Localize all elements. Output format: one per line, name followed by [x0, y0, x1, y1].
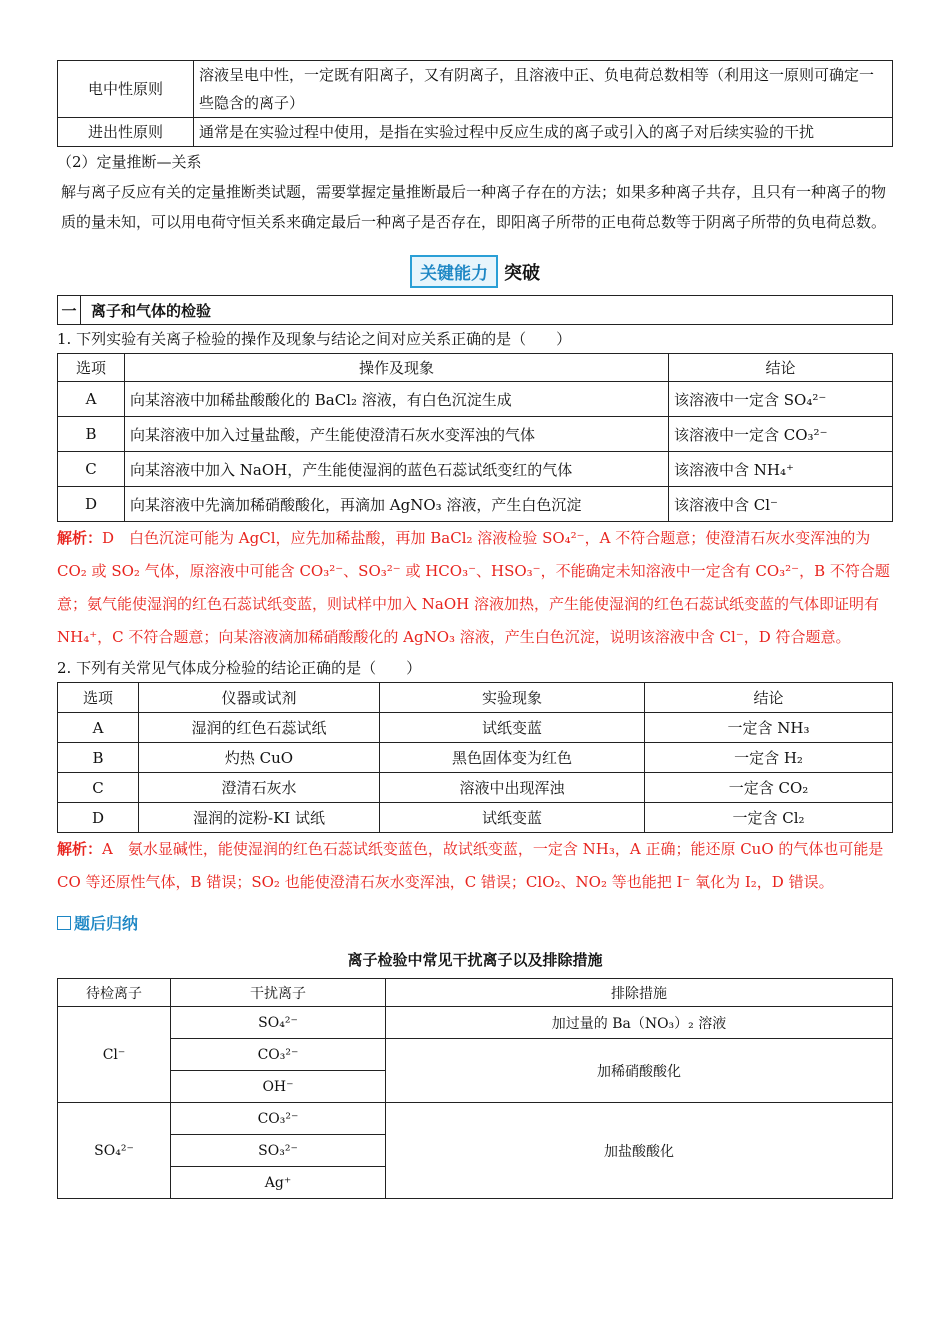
option-cell: C — [58, 773, 139, 803]
table-row — [58, 1103, 893, 1135]
option-cell: B — [58, 743, 139, 773]
conclusion-cell: 该溶液中含 Cl⁻ — [669, 487, 893, 522]
col-header: 操作及现象 — [125, 354, 669, 382]
reagent-cell: 湿润的淀粉-KI 试纸 — [139, 803, 380, 833]
q1-stem: 1. 下列实验有关离子检验的操作及现象与结论之间对应关系正确的是（ ） — [57, 330, 572, 348]
table-row — [58, 452, 893, 487]
option-cell: C — [58, 452, 125, 487]
interfering-ion-cell: Ag⁺ — [171, 1167, 386, 1199]
operation-cell: 向某溶液中加入过量盐酸，产生能使澄清石灰水变浑浊的气体 — [125, 417, 669, 452]
operation-cell: 向某溶液中加稀盐酸酸化的 BaCl₂ 溶液，有白色沉淀生成 — [125, 382, 669, 417]
interfering-ion-cell: CO₃²⁻ — [171, 1039, 386, 1071]
interfering-ion-cell: OH⁻ — [171, 1071, 386, 1103]
principle-text: 通常是在实验过程中使用，是指在实验过程中反应生成的离子或引入的离子对后续实验的干扰 — [194, 118, 893, 147]
table-row — [58, 61, 893, 118]
table-header-row — [58, 979, 893, 1007]
measure-cell: 加盐酸酸化 — [386, 1103, 893, 1199]
q1-analysis — [57, 522, 893, 654]
principle-text: 溶液呈电中性，一定既有阳离子，又有阴离子，且溶液中正、负电荷总数相等（利用这一原则可确定一些隐含的离子） — [194, 61, 893, 118]
interfering-ion-cell: CO₃²⁻ — [171, 1103, 386, 1135]
col-header: 干扰离子 — [171, 979, 386, 1007]
summary-label: 题后归纳 — [74, 914, 139, 933]
q1-table — [57, 353, 893, 522]
col-header: 仪器或试剂 — [139, 683, 380, 713]
banner-box: 关键能力 — [410, 255, 498, 288]
section-header — [57, 295, 893, 325]
quant-heading: （2）定量推断—关系 — [57, 153, 202, 171]
option-cell: D — [58, 487, 125, 522]
option-cell: A — [58, 382, 125, 417]
phenomenon-cell: 黑色固体变为红色 — [380, 743, 645, 773]
table-row — [58, 773, 893, 803]
target-ion-cell: SO₄²⁻ — [58, 1103, 171, 1199]
measure-cell: 加过量的 Ba（NO₃）₂ 溶液 — [386, 1007, 893, 1039]
table-row — [58, 382, 893, 417]
conclusion-cell: 一定含 NH₃ — [645, 713, 893, 743]
option-cell: D — [58, 803, 139, 833]
table-row — [58, 803, 893, 833]
analysis-text: A 氨水显碱性，能使湿润的红色石蕊试纸变蓝色，故试纸变蓝，一定含 NH₃，A 正确；能还原 CuO 的气体也可能是 CO 等还原性气体，B 错误；SO₂ 也能使澄清石灰水变浑浊，C 错误；ClO₂、NO₂ 等也能把 I⁻ 氧化为 I₂，D 错误。 — [57, 840, 884, 891]
conclusion-cell: 一定含 CO₂ — [645, 773, 893, 803]
analysis-tag: 解析： — [57, 529, 103, 547]
col-header: 结论 — [645, 683, 893, 713]
analysis-tag: 解析： — [57, 840, 103, 858]
quant-text: 解与离子反应有关的定量推断类试题，需要掌握定量推断最后一种离子存在的方法；如果多种离子共存，且只有一种离子的物质的量未知，可以用电荷守恒关系来确定最后一种离子是否存在，即阳离子所带的正电荷总数等于阴离子所带的负电荷总数。 — [61, 183, 887, 231]
analysis-text: D 白色沉淀可能为 AgCl，应先加稀盐酸，再加 BaCl₂ 溶液检验 SO₄²⁻，A 不符合题意；使澄清石灰水变浑浊的为 CO₂ 或 SO₂ 气体，原溶液中可能含 CO₃²⁻、SO₃²⁻ 或 HCO₃⁻、HSO₃⁻，不能确定未知溶液中一定含有 CO₃²⁻，B 不符合题意；氨气能使湿润的红色石蕊试纸变蓝，则试样中加入 NaOH 溶液加热，产生能使湿润的红色石蕊试纸变蓝的气体即证明有 NH₄⁺，C 不符合题意；向某溶液滴加稀硝酸酸化的 AgNO₃ 溶液，产生白色沉淀，说明该溶液中含 Cl⁻，D 符合题意。 — [57, 529, 890, 646]
option-cell: A — [58, 713, 139, 743]
reagent-cell: 澄清石灰水 — [139, 773, 380, 803]
measure-cell: 加稀硝酸酸化 — [386, 1039, 893, 1103]
conclusion-cell: 一定含 H₂ — [645, 743, 893, 773]
reagent-cell: 湿润的红色石蕊试纸 — [139, 713, 380, 743]
q2-analysis — [57, 833, 893, 899]
page — [57, 60, 893, 1199]
interfering-ion-cell: SO₄²⁻ — [171, 1007, 386, 1039]
table-row — [58, 1039, 893, 1071]
principle-label: 进出性原则 — [58, 118, 194, 147]
col-header: 结论 — [669, 354, 893, 382]
conclusion-cell: 该溶液中一定含 CO₃²⁻ — [669, 417, 893, 452]
principle-label: 电中性原则 — [58, 61, 194, 118]
col-header: 待检离子 — [58, 979, 171, 1007]
q2-stem: 2. 下列有关常见气体成分检验的结论正确的是（ ） — [57, 659, 422, 677]
table-row — [58, 118, 893, 147]
option-cell: B — [58, 417, 125, 452]
col-header: 选项 — [58, 354, 125, 382]
operation-cell: 向某溶液中先滴加稀硝酸酸化，再滴加 AgNO₃ 溶液，产生白色沉淀 — [125, 487, 669, 522]
phenomenon-cell: 试纸变蓝 — [380, 803, 645, 833]
q2-table — [57, 682, 893, 833]
section-number: 一 — [58, 296, 81, 324]
col-header: 排除措施 — [386, 979, 893, 1007]
conclusion-cell: 该溶液中一定含 SO₄²⁻ — [669, 382, 893, 417]
reagent-cell: 灼热 CuO — [139, 743, 380, 773]
phenomenon-cell: 试纸变蓝 — [380, 713, 645, 743]
table-row — [58, 417, 893, 452]
interference-table — [57, 978, 893, 1199]
phenomenon-cell: 溶液中出现浑浊 — [380, 773, 645, 803]
col-header: 实验现象 — [380, 683, 645, 713]
section-title: 离子和气体的检验 — [91, 301, 212, 320]
conclusion-cell: 该溶液中含 NH₄⁺ — [669, 452, 893, 487]
checkbox-icon — [57, 916, 71, 930]
table-header-row — [58, 683, 893, 713]
table-row — [58, 713, 893, 743]
table-row — [58, 487, 893, 522]
table-row — [58, 1007, 893, 1039]
banner — [57, 255, 893, 285]
principles-table — [57, 60, 893, 147]
col-header: 选项 — [58, 683, 139, 713]
conclusion-cell: 一定含 Cl₂ — [645, 803, 893, 833]
table-row — [58, 743, 893, 773]
banner-rest: 突破 — [504, 263, 540, 284]
summary-heading — [57, 911, 893, 937]
table-header-row — [58, 354, 893, 382]
target-ion-cell: Cl⁻ — [58, 1007, 171, 1103]
operation-cell: 向某溶液中加入 NaOH，产生能使湿润的蓝色石蕊试纸变红的气体 — [125, 452, 669, 487]
t3-title: 离子检验中常见干扰离子以及排除措施 — [347, 951, 603, 969]
interfering-ion-cell: SO₃²⁻ — [171, 1135, 386, 1167]
